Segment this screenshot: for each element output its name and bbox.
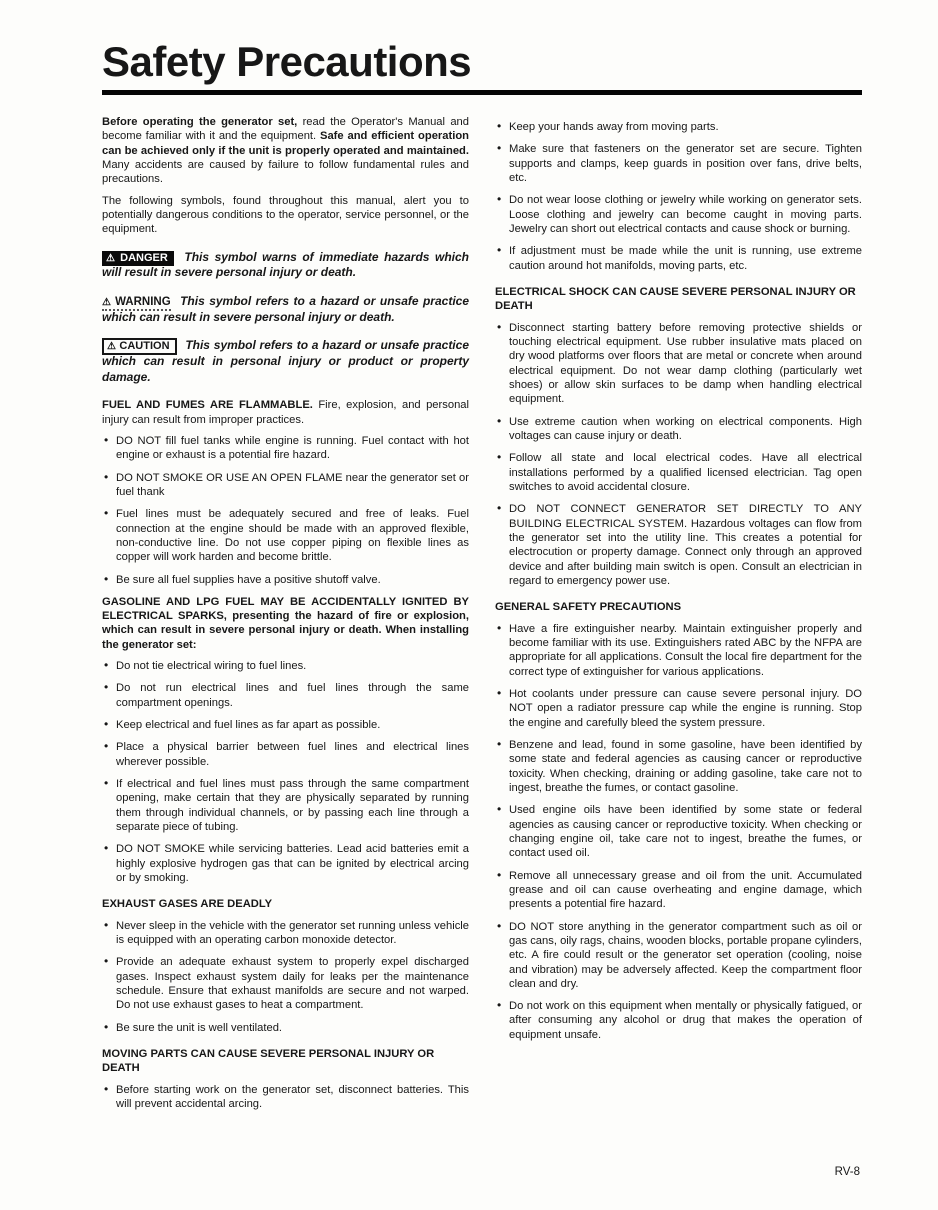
alert-label-text: WARNING xyxy=(115,295,171,308)
paragraph xyxy=(102,595,469,652)
list-item: • DO NOT CONNECT GENERATOR SET DIRECTLY TO ANY BUILDING ELECTRICAL SYSTEM. Hazardous voltages can flow from the generator set into the utility line. This creates a potential for electrocution or property damage. Connect only through an approved device and after building main switch is open. Consult an electrician in regard to emergency power use. xyxy=(495,502,862,588)
list-item: • DO NOT store anything in the generator compartment such as oil or gas cans, oily rags, chains, wooden blocks, portable propane cylinders, etc. A fire could result or the generator set operation (cooling, noise and vibration) may be adversely affected. Keep the compartment floor clean and dry. xyxy=(495,920,862,992)
text-segment: FUEL AND FUMES ARE FLAMMABLE. xyxy=(102,399,313,412)
warning-triangle-icon: ⚠ xyxy=(106,252,118,264)
bullet-list xyxy=(102,919,469,1035)
bullet-list xyxy=(495,120,862,273)
section-heading: ELECTRICAL SHOCK CAN CAUSE SEVERE PERSONAL INJURY OR DEATH xyxy=(495,286,856,313)
list-item: • Keep your hands away from moving parts. xyxy=(495,120,862,134)
list-item: • Be sure all fuel supplies have a positive shutoff valve. xyxy=(102,573,469,587)
list-item: • Do not tie electrical wiring to fuel lines. xyxy=(102,659,469,673)
list-item: • Do not run electrical lines and fuel lines through the same compartment openings. xyxy=(102,681,469,710)
list-item: • Never sleep in the vehicle with the generator set running unless vehicle is equipped with an operating carbon monoxide detector. xyxy=(102,919,469,948)
list-item: • Fuel lines must be adequately secured and free of leaks. Fuel connection at the engine should be made with an approved flexible, non-conductive line. Do not use copper piping on flexible lines as copper will work harden and become brittle. xyxy=(102,507,469,564)
left-column xyxy=(102,115,469,1119)
paragraph xyxy=(102,194,469,237)
page-number: RV-8 xyxy=(834,1166,860,1179)
text-segment: The following symbols, found throughout this manual, alert you to potentially dangerous conditions to the operator, service personnel, or the equipment. xyxy=(102,194,469,236)
alert-label-text: DANGER xyxy=(120,251,168,264)
alert-text: This symbol refers to a hazard or unsafe practice which can result in severe personal injury or death. xyxy=(102,293,469,324)
text-segment: read the Operator's Manual and become familiar with it and the equipment. xyxy=(102,116,469,143)
bullet-list xyxy=(102,1083,469,1112)
text-segment: Fire, explosion, and personal injury can result from improper practices. xyxy=(102,399,469,426)
section-heading: GENERAL SAFETY PRECAUTIONS xyxy=(495,601,682,614)
list-item: • Hot coolants under pressure can cause severe personal injury. DO NOT open a radiator pressure cap while the engine is running. Stop the engine and carefully bleed the system pressure. xyxy=(495,687,862,730)
section-heading: EXHAUST GASES ARE DEADLY xyxy=(102,898,273,911)
text-segment: GASOLINE AND LPG FUEL MAY BE ACCIDENTALLY IGNITED BY ELECTRICAL SPARKS, presenting the hazard of fire or explosion, which can result in severe personal injury or death. When installing the generator set: xyxy=(102,595,469,651)
safety-alert-danger xyxy=(102,250,469,281)
bullet-list xyxy=(495,622,862,1043)
safety-alert-caution xyxy=(102,338,469,385)
bullet-list xyxy=(102,659,469,885)
list-item: • Remove all unnecessary grease and oil from the unit. Accumulated grease and oil can cause overheating and engine damage, which presents a potential fire hazard. xyxy=(495,869,862,912)
alert-label xyxy=(102,251,174,266)
bullet-list xyxy=(495,321,862,589)
list-item: • DO NOT SMOKE while servicing batteries. Lead acid batteries emit a highly explosive hydrogen gas that can be ignited by electrical arcing or by smoking. xyxy=(102,842,469,885)
section-heading: MOVING PARTS CAN CAUSE SEVERE PERSONAL INJURY OR DEATH xyxy=(102,1048,435,1075)
alert-text: This symbol warns of immediate hazards which will result in severe personal injury or death. xyxy=(102,249,469,280)
text-segment: Many accidents are caused by failure to follow fundamental rules and precautions. xyxy=(102,159,469,186)
list-item: • Make sure that fasteners on the generator set are secure. Tighten supports and clamps, keep guards in position over fans, drive belts, etc. xyxy=(495,142,862,185)
list-item: • Used engine oils have been identified by some state or federal agencies as causing cancer or reproductive toxicity. When checking or changing engine oil, take care not to ingest, breathe the fumes, or contact used oil. xyxy=(495,803,862,860)
list-item: • Follow all state and local electrical codes. Have all electrical installations performed by a qualified licensed electrician. Tag open switches to avoid accidental closure. xyxy=(495,451,862,494)
list-item: • Use extreme caution when working on electrical components. High voltages can cause injury or death. xyxy=(495,415,862,444)
alert-label xyxy=(102,338,177,355)
list-item: • Have a fire extinguisher nearby. Maintain extinguisher properly and become familiar with its use. Extinguishers rated ABC by the NFPA are appropriate for all applications. Consult the local fire department for the correct type of extinguisher for various applications. xyxy=(495,622,862,679)
list-item: • Do not wear loose clothing or jewelry while working on generator sets. Loose clothing and jewelry can become caught in moving parts. Jewelry can short out electrical contacts and cause shock or burning. xyxy=(495,193,862,236)
list-item: • If electrical and fuel lines must pass through the same compartment opening, make certain that they are physically separated by running them through individual channels, or by passing each line through a separate piece of tubing. xyxy=(102,777,469,834)
list-item: • If adjustment must be made while the unit is running, use extreme caution around hot manifolds, moving parts, etc. xyxy=(495,244,862,273)
list-item: • Do not work on this equipment when mentally or physically fatigued, or after consuming any alcohol or drug that makes the operation of equipment unsafe. xyxy=(495,999,862,1042)
list-item: • DO NOT fill fuel tanks while engine is running. Fuel contact with hot engine or exhaust is a potential fire hazard. xyxy=(102,434,469,463)
text-segment: Safe and efficient operation can be achieved only if the unit is properly operated and maintained. xyxy=(102,130,469,157)
warning-triangle-icon: ⚠ xyxy=(107,341,117,353)
paragraph xyxy=(102,115,469,187)
list-item: • Be sure the unit is well ventilated. xyxy=(102,1021,469,1035)
warning-triangle-icon: ⚠ xyxy=(102,296,113,308)
text-segment: Before operating the generator set, xyxy=(102,116,298,129)
list-item: • Keep electrical and fuel lines as far apart as possible. xyxy=(102,718,469,732)
safety-alert-warning xyxy=(102,294,469,326)
page-header xyxy=(102,40,862,95)
right-column xyxy=(495,115,862,1050)
list-item: • Place a physical barrier between fuel lines and electrical lines wherever possible. xyxy=(102,740,469,769)
list-item: • Provide an adequate exhaust system to properly expel discharged gases. Inspect exhaust system daily for leaks per the maintenance schedule. Ensure that exhaust manifolds are secure and not warped. Do not use exhaust gases to heat a compartment. xyxy=(102,955,469,1012)
alert-label xyxy=(102,296,171,311)
alert-label-text: CAUTION xyxy=(119,340,170,353)
list-item: • DO NOT SMOKE OR USE AN OPEN FLAME near the generator set or fuel thank xyxy=(102,471,469,500)
title-rule xyxy=(102,90,862,95)
content-columns xyxy=(102,115,862,1119)
paragraph xyxy=(102,398,469,427)
bullet-list xyxy=(102,434,469,587)
list-item: • Disconnect starting battery before removing protective shields or touching electrical equipment. Use rubber insulative mats placed on dry wood platforms over floors that are metal or concrete when around electrical equipment. Do not wear damp clothing (particularly wet shoes) or allow skin surfaces to be damp when handling electrical equipment. xyxy=(495,321,862,407)
list-item: • Benzene and lead, found in some gasoline, have been identified by some state and federal agencies as causing cancer or reproductive toxicity. When checking, draining or adding gasoline, take care not to ingest, breathe the fumes, or contact gasoline. xyxy=(495,738,862,795)
list-item: • Before starting work on the generator set, disconnect batteries. This will prevent accidental arcing. xyxy=(102,1083,469,1112)
alert-text: This symbol refers to a hazard or unsafe practice which can result in personal injury or product or property damage. xyxy=(102,338,469,384)
page-title: Safety Precautions xyxy=(102,38,472,85)
